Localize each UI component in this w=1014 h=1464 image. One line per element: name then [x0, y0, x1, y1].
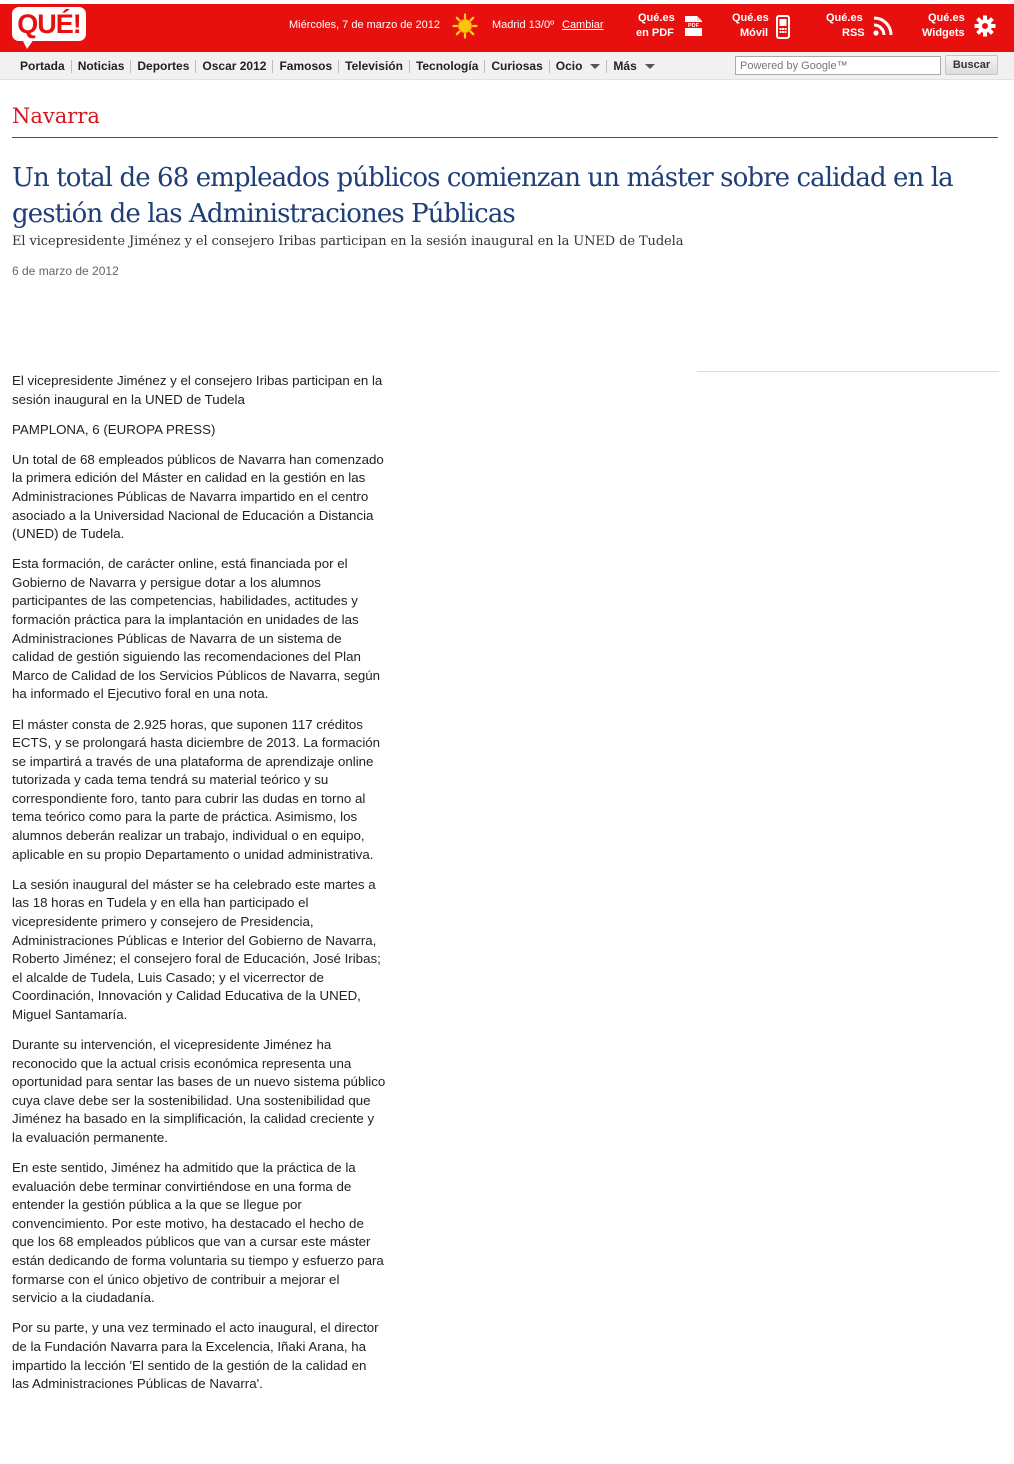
- current-date: Miércoles, 7 de marzo de 2012: [289, 19, 441, 31]
- article-paragraph: Un total de 68 empleados públicos de Navarra han comenzado la primera edición del Máster en calidad en la gestión en las Administraciones Públicas de Navarra impartido en el centro asociado a la Universidad Nacional de Educación a Distancia (UNED) de Tudela.: [12, 451, 384, 542]
- rss-button[interactable]: [826, 11, 894, 41]
- article-paragraph: El máster consta de 2.925 horas, que suponen 117 créditos ECTS, y se prolongará hasta diciembre de 2013. La formación se impartirá a través de una plataforma de aprendizaje online tutorizada y cada tema tendrá su material teórico y su correspondiente foro, tanto para cubrir las dudas en torno al tema teórico como para la parte de práctica. Asimismo, los alumnos deberán realizar un trabajo, individual o en equipo, aplicable en su propio Departamento o unidad administrativa.: [12, 716, 381, 862]
- mobile-label-1: Qué.es: [732, 12, 769, 24]
- nav-item-curiosas[interactable]: Curiosas: [485, 60, 549, 73]
- nav-item-ocio-label: Ocio: [555, 58, 583, 73]
- article-paragraph: El vicepresidente Jiménez y el consejero Iribas participan en la sesión inaugural en la UNED de Tudela: [12, 373, 383, 407]
- nav-item-noticias[interactable]: Noticias: [72, 60, 132, 73]
- pdf-button[interactable]: [636, 11, 708, 41]
- article-paragraph: Por su parte, y una vez terminado el acto inaugural, el director de la Fundación Navarra para la Excelencia, Iñaki Arana, ha impartido la lección 'El sentido de la gestión de la calidad en las Administraciones Públicas de Navarra'.: [12, 1320, 379, 1392]
- article-paragraph: La sesión inaugural del máster se ha celebrado este martes a las 18 horas en Tudela y en ella han participado el vicepresidente primero y consejero de Presidencia, Administraciones Públicas e Interior del Gobierno de Navarra, Roberto Jiménez; el consejero foral de Educación, José Iribas; el alcalde de Tudela, Luis Casado; y el vicerrector de Coordinación, Innovación y Calidad Educativa de la UNED, Miguel Santamaría.: [12, 876, 381, 1022]
- weather-readout: Madrid 13/0º: [492, 19, 555, 31]
- nav-item-famosos[interactable]: Famosos: [273, 60, 339, 73]
- widgets-button[interactable]: [922, 11, 998, 41]
- chevron-down-icon: [590, 64, 600, 69]
- chevron-down-icon: [645, 64, 655, 69]
- sun-icon: [452, 13, 478, 39]
- nav-item-oscar-2012[interactable]: Oscar 2012: [196, 60, 273, 73]
- widgets-label-1: Qué.es: [928, 12, 965, 24]
- nav-item-ocio[interactable]: [550, 60, 608, 73]
- mobile-icon: [776, 15, 790, 39]
- que-logo[interactable]: [12, 7, 86, 51]
- article-subtitle: El vicepresidente Jiménez y el consejero Iribas participan en la sesión inaugural en la UNED de Tudela: [12, 234, 684, 249]
- article-headline: Un total de 68 empleados públicos comienzan un máster sobre calidad en la gestión de las Administraciones Públicas: [12, 163, 953, 229]
- rss-label-1: Qué.es: [826, 12, 863, 24]
- article-paragraph: Esta formación, de carácter online, está financiada por el Gobierno de Navarra y persigue dotar a los alumnos participantes de las competencias, habilidades, actitudes y formación práctica para la implantación en unidades de las Administraciones Públicas de Navarra de un sistema de calidad de gestión siguiendo las recomendaciones del Plan Marco de Calidad de los Servicios Públicos de Navarra, según ha informado el Ejecutivo foral en una nota.: [12, 556, 381, 702]
- section-divider: [12, 137, 998, 138]
- article-date: 6 de marzo de 2012: [12, 264, 119, 278]
- gear-icon: [974, 15, 996, 37]
- section-title[interactable]: Navarra: [12, 104, 100, 128]
- nav-item-television[interactable]: Televisión: [339, 60, 410, 73]
- mobile-button[interactable]: [732, 11, 794, 41]
- pdf-label-1: Qué.es: [638, 12, 675, 24]
- top-bar: [0, 4, 1014, 52]
- nav-item-deportes[interactable]: Deportes: [131, 60, 196, 73]
- nav-item-mas[interactable]: [607, 60, 660, 73]
- widgets-label-2: Widgets: [922, 27, 965, 39]
- pdf-icon: [682, 15, 704, 37]
- rss-label-2: RSS: [842, 27, 865, 39]
- nav-item-tecnologia[interactable]: Tecnología: [410, 60, 485, 73]
- rss-icon: [872, 15, 894, 37]
- article-paragraph: Durante su intervención, el vicepresidente Jiménez ha reconocido que la actual crisis económica representa una oportunidad para sentar las bases de un nuevo sistema público cuya clave debe ser la sostenibilidad. Una sostenibilidad que Jiménez ha basado en la simplificación, la calidad creciente y la evaluación permanente.: [12, 1037, 386, 1145]
- article-dateline: PAMPLONA, 6 (EUROPA PRESS): [12, 421, 216, 437]
- weather-change-link[interactable]: Cambiar: [562, 19, 604, 31]
- nav-item-portada[interactable]: Portada: [14, 60, 72, 73]
- sidebar-divider: [697, 371, 999, 372]
- svg-text:PDF: PDF: [688, 23, 699, 29]
- nav-menu: [14, 52, 661, 80]
- mobile-label-2: Móvil: [740, 27, 769, 39]
- search-input[interactable]: [735, 56, 941, 75]
- logo-text: QUÉ!: [12, 7, 86, 41]
- pdf-label-2: en PDF: [636, 27, 674, 39]
- article-body: [12, 372, 386, 1405]
- nav-item-mas-label: Más: [613, 58, 637, 73]
- article-paragraph: En este sentido, Jiménez ha admitido que la práctica de la evaluación debe terminar convirtiéndose en una forma de entender la gestión pública a la que se llegue por convencimiento. Por este motivo, ha destacado el hecho de que los 68 empleados públicos que van a cursar este máster están dedicando de forma voluntaria su tiempo y esfuerzo para formarse con el único objetivo de contribuir a mejorar el servicio a la ciudadanía.: [12, 1160, 384, 1306]
- search-button[interactable]: Buscar: [945, 55, 998, 75]
